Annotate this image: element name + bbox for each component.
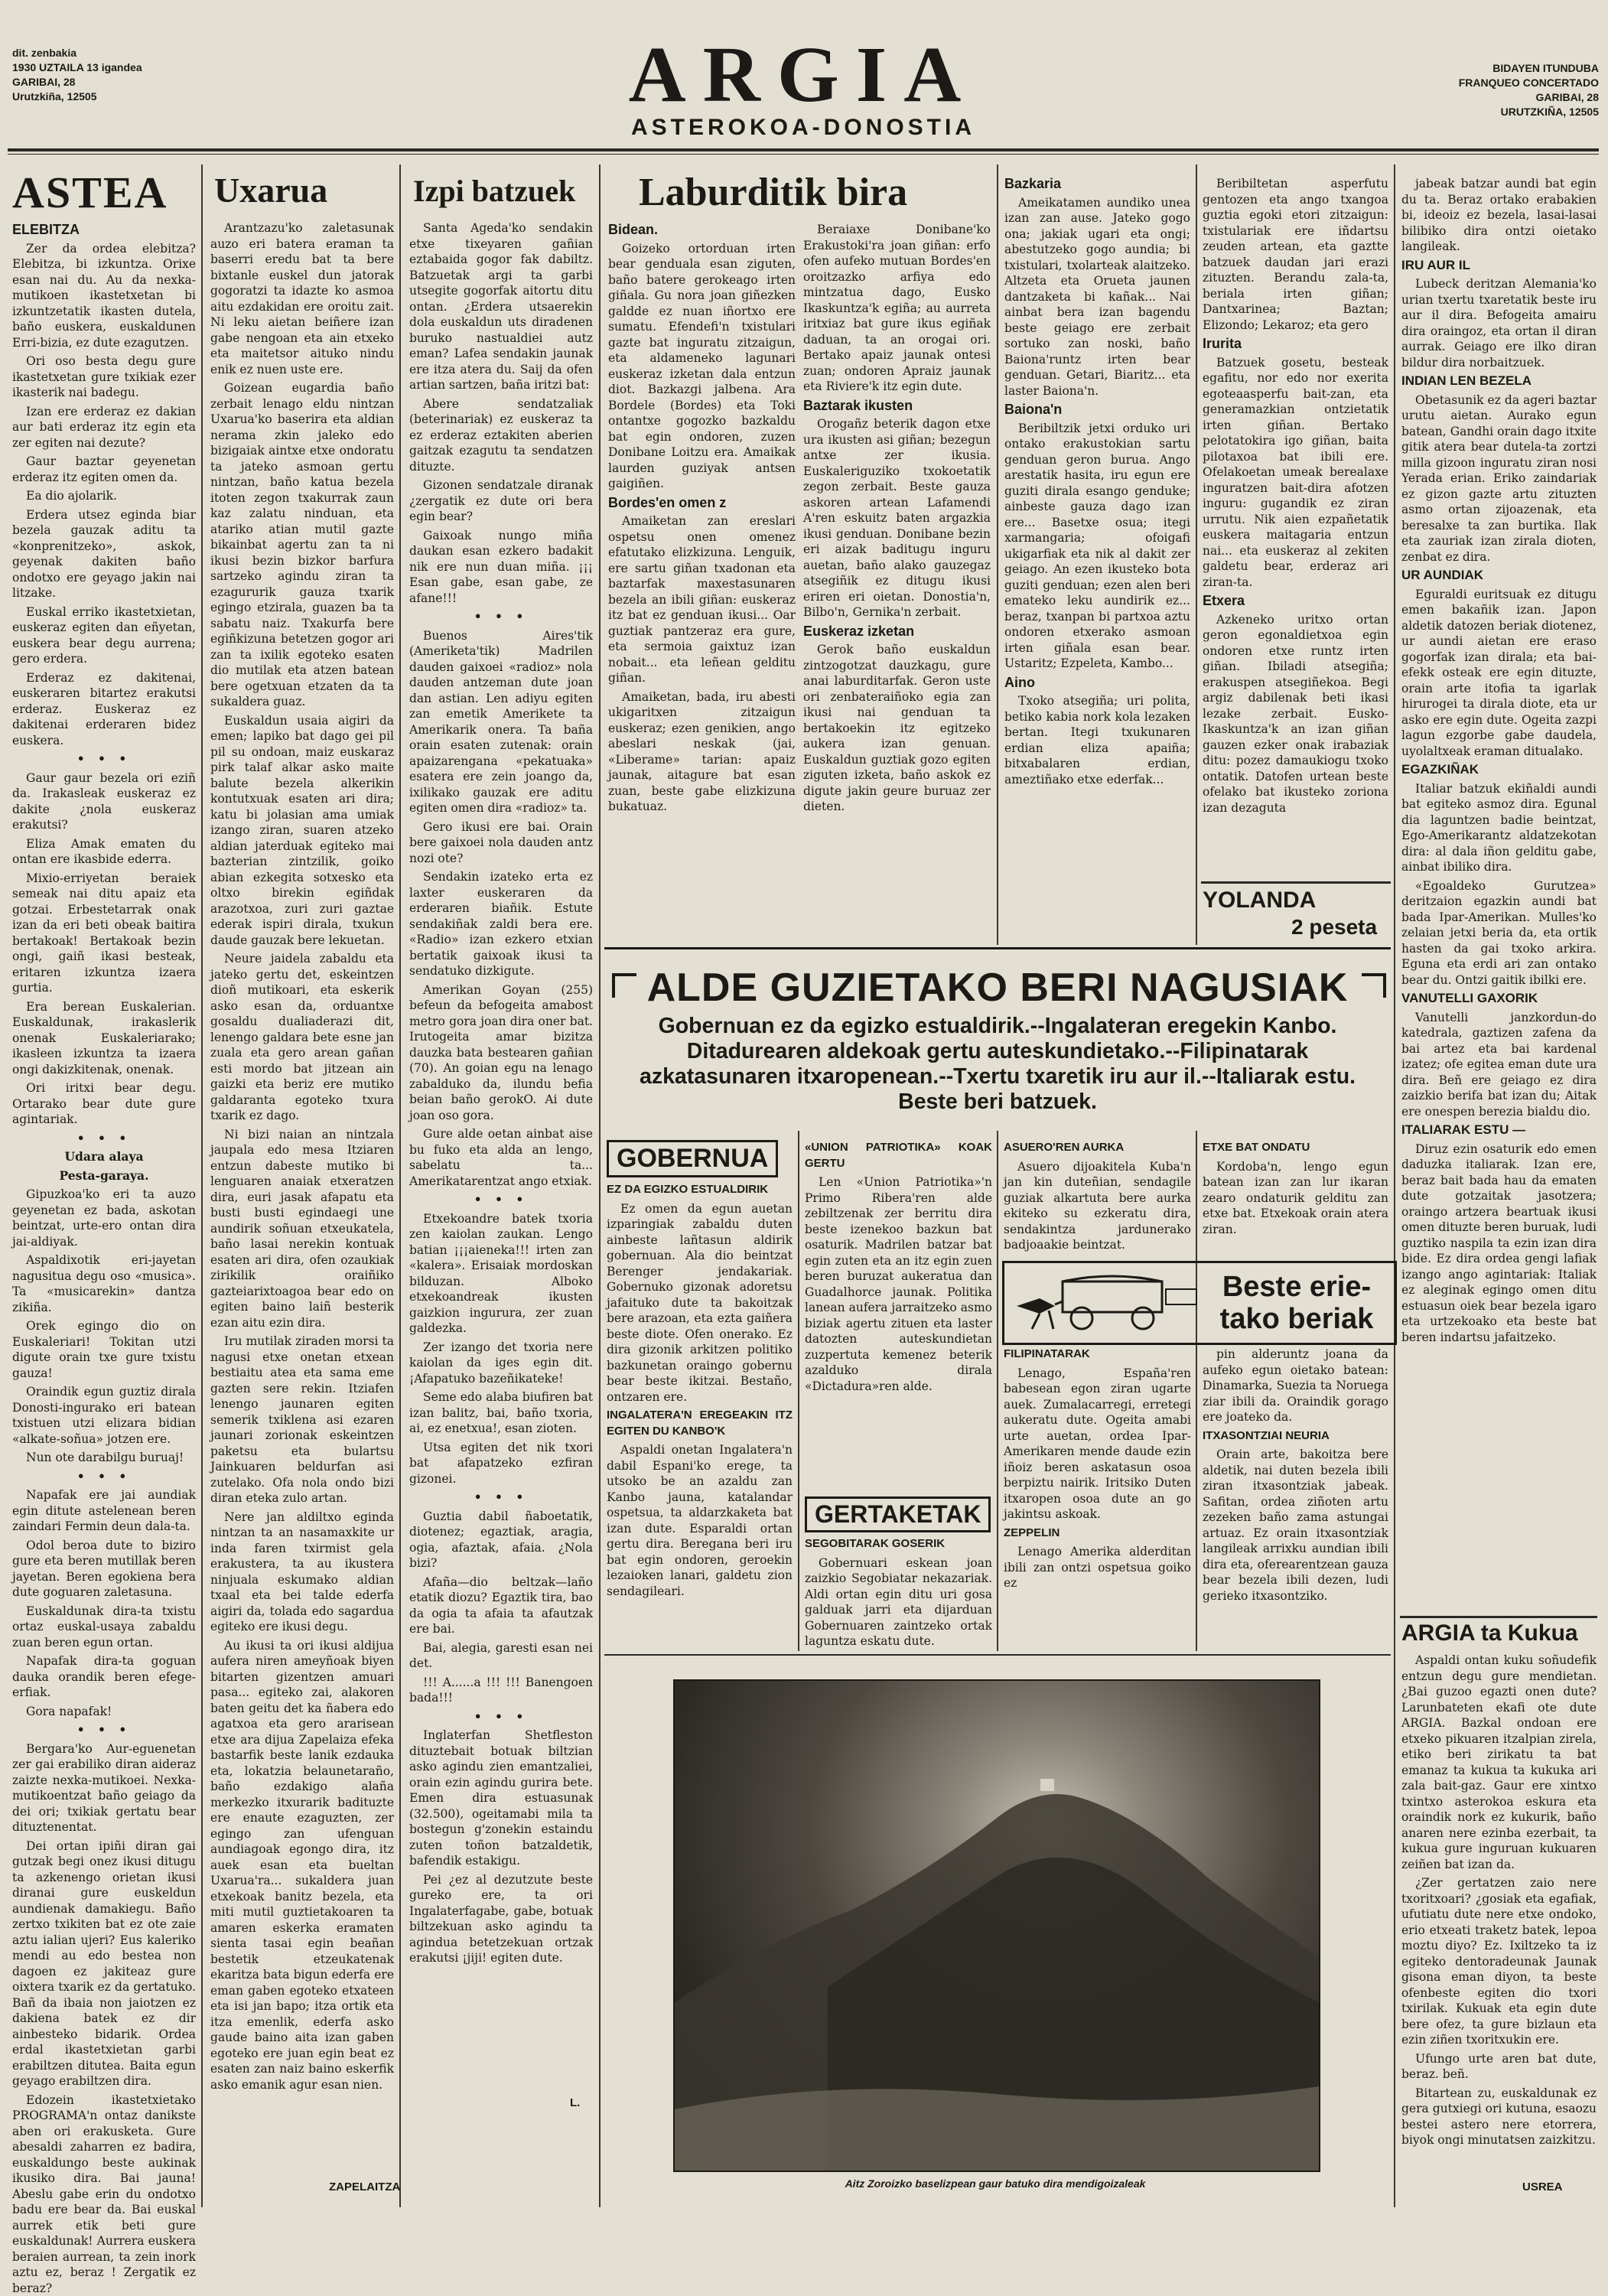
yolanda-name: YOLANDA <box>1203 887 1317 913</box>
l-signature: L. <box>570 2096 581 2109</box>
filipinatarak-article: FILIPINATARAK Lenago, España'ren babesean egon ziran ugarte auek. Zumalacarregi, erretegi aukeratu dute. Ogeita amabi urte auetan, ordea Ipar-Amerikaren mende daude ezin iñoiz beren askatasun osoa berpiztu nairik. Iritsiko Duten itxaropen osoa dute an go jakintsu askoak. ZEPPELIN Lenago Amerika alderditan ibili zan ontzi ospetsua goiko ez <box>1004 1347 1191 1590</box>
asuero-article: ASUERO'REN AURKA Asuero dijoakitela Kuba'n jan kin duteñian, sendagile guziak alkartuta bere aurka ekiteko su ezkeratu dira, sendakintza jardunerako badjoaakie beintzat. <box>1004 1141 1191 1252</box>
masthead-subtitle: ASTEROKOA-DONOSTIA <box>631 115 975 140</box>
column-rule <box>1196 1131 1197 1651</box>
astea-label: ELEBITZA <box>12 222 80 237</box>
laburditik-title: Laburditik bira <box>639 171 908 214</box>
zapelaitza-signature: ZAPELAITZA <box>329 2180 401 2193</box>
izpi-article: Santa Ageda'ko sendakin etxe tixeyaren gañian eztabaida gogor fak dabiltz. Batzuetak argi ta garbi utsegite gogorfak aitortu ditu ontan. ¿Erdera utsaerekin dola euskaldun uts diradenen buruko nastualdiei autz eman? Lafea sendakin jaunak ere itza atera du. Saij da ofen artian sartzen, baña iritzi bat: Abere sendatzaliak (beterinariak) ez euskeraz ta ez erderaz eztakiten aberien gaitzak ezagutu ta sendatzen dituzte. Gizonen sendatzale diranak ¿zergatik ez dute ori bera egin bear? Gaixoak nungo miña daukan esan ezkero badakit nik ere nun duan miña. ¡¡¡ Esan gabe, esan gabe, ze afane!!! • • • Buenos Aires'tik (Ameriketa'tik) Madrilen dauden gaixoei «radioz» nola dauden antzeman dute joan dan astian. Len adiyu egiten zan emetik Amerikete ta Amerikarik onera. Ta baña orain esaten zutenak: orain apaizarengana «pekatuaka» esatera ere zein joango da, ixilikako gauzak ere aditu egiten omen dira «radioz» ta. Gero ikusi ere bai. Orain bere gaixoei nola dauden antz nozi ote? Sendakin izateko erta ez laxter euskeraren da erderaren biañik. Estute sendakiñak zaldi bera ere. «Radio» izan ezkero etxian bertatik gaixoak ikusi ta sendatuko dizkigute. Amerikan Goyan (255) befeun da befogeita amabost metro gora joan dira oner bat. Irutogeita amar bizitza dauzka bata bestearen gañian (70). An goian egu na lenago zabalduko da, ilundu befia beian baño gerokO. Ai dute joan oso gora. Gure alde oetan ainbat aise bu fuko eta alda an lengo, sabelatu ta... Amerikatarentzat ango etxiak. • • • Etxekoandre batek txoria zen kaiolan zaukan. Lengo batian ¡¡¡aieneka!!! irten zan «kalera». Erisaiak mordoskan bilduzan. Alboko etxekoandreak ikusten gaizkion ingurura, zer zuan galdezka. Zer izango det txoria nere kaiolan da iges egin dit. ¡Afapatuko bazeñikateke! Seme edo alaba biufiren bat izan balitz, bai, baño txoria, ai, ez enetxua!, esan zioten. Utsa egiten det nik txori bat afapatzeko ezfiran gizonei. • • • Guztia dabil ñaboetatik, diotenez; egaztiak, aragia, ogia, afaztak, afaia. ¿Nola bizi? Afaña—dio beltzak—laño etatik diozu? Egaztik tira, bao da ogia ta afaia ta afautzak ere bai. Bai, alegia, garesti esan nei det. !!! A......a !!! !!! Banengoen bada!!! • • • Inglaterfan Shetfleston dituztebait botuak biltzian asko agindu zien emantzaliei, orain ezin agindu gurira bete. Emen dira estuasunak (32.500), ogeitamabi mila ta bostegun g'zonekin estaindu zuten toñon batzaldetik, bafendik estakigu. Pei ¿ez al dezutzute beste gureko ere, ta ori Ingalaterfagabe, gabe, botuak biltzekuan asko agindu ta agindua betetzekuan ortzak erakutsi ¡jiji! egiten dute. <box>409 221 593 1965</box>
itxasontziai-article: pin alderuntz joana da aufeko egun oietako batean: Dinamarka, Suezia ta Noruega ziar ibili da. Oraindik gorago ere joateko da. ITXASONTZIAI NEURIA Orain arte, bakoitza bere aldetik, nai duten bezela ibili ziran itxasontziak jabeak. Safitan, ordea ziñoten artu zezeken baño zama astungai artuaz. Ez orain itxasontziak langileak arrixku aundian ibili dira eta, oferearentzean gauza bear bezela ibili dezen, ludi gerieko itxasontziko. <box>1203 1347 1388 1603</box>
column-rule <box>798 1131 799 1651</box>
mountain-photo <box>673 1679 1320 2172</box>
gertaketak-title: GERTAKETAK <box>805 1496 991 1532</box>
uxarua-title: Uxarua <box>214 171 328 210</box>
masthead-left-meta: dit. zenbakia 1930 UZTAILA 13 igandea GARIBAI, 28 Urutzkiña, 12505 <box>12 47 142 103</box>
column-rule <box>1394 164 1395 2207</box>
union-article: «UNION PATRIOTIKA» KOAK GERTU Len «Union Patriotika»'n Primo Ribera'ren alde zebiltzenak zer berritu dira beste izenekoo bazkun bat osaturik. Madrilen batzar bat egin zuten eta an itz egin zuen beren buruzat aukeratua dan Guadalhorce jaunak. Politika lanean aufera jarraitzeko asmo biziak agertu zituen eta laster datozten auteskundietan zuzpertuta kemenez beterik azalduko dirala «Dictadura»ren alde. <box>805 1141 992 1393</box>
column-rule <box>201 164 203 2207</box>
yolanda-rule <box>1201 881 1391 884</box>
kukua-rule <box>1400 1616 1597 1618</box>
masthead-rule-thin <box>8 154 1599 155</box>
beste-beriak-title: Beste erie-tako beriak <box>1219 1271 1374 1335</box>
column-rule <box>399 164 401 2207</box>
masthead-title: ARGIA <box>628 31 978 119</box>
gertaketak-title-box <box>805 1496 991 1532</box>
gertaketak-article: SEGOBITARAK GOSERIK Gobernuari eskean joan zaizkio Segobiatar nekazariak. Aldi ortan egin ditu uri gosa galduak jarri eta dijarduan Gobernuaren zaintzeko ortak laguntza eskatu dute. <box>805 1537 992 1648</box>
kukua-title: ARGIA ta Kukua <box>1401 1620 1578 1646</box>
mountain-silhouette-icon <box>675 1681 1319 2171</box>
laburditik-col2: Beraiaxe Donibane'ko Erakustoki'ra joan giñan: erfo ofen aufeko mutuan Bordes'en oroitzazko arfiya edo mintzatua dago, Eusko Ikaskuntza'k egiña; au aurreta iritxiaz bat gure ikus egiñak daduan, ta an orogai ori. Bertako apaiz jaunak ontesi zuan; ondoren Apraiz jaunak eta Riviere'k itz egin dute. Baztarak ikusten Orogañz beterik dagon etxe ura ikusten asi giñan; bezegun antxe zer ikusia. Euskaleriguziko txokoetatik zegon zerbait. Beste gauza askoren artean Lafamendi A'ren eskuitz baten argazkia ikusi genduan. Donibane bezin eri aizak baditugu inguru auetan, baño alako gauzegaz atsegiñik ez ditugu ikusi eriren eri oietan. Donostia'n, Bilbo'n, Gernika'n zerbait. Euskeraz izketan Gerok baño euskaldun zintzogotzat dauzkagu, gure anai laburditarfak. Geron uste ori zenbateraiñoko egia zan ikusi nai genduan ta bertakoekin itz egitzeko aukera izan genuan. Euskaldun guztiak gozo egiten ziguten izketa, baño askok ez digute jakin geure buruaz zer dieten. <box>803 223 991 813</box>
kukua-article: Aspaldi ontan kuku soñudefik entzun degu gure mendietan. ¿Bai guzoo egazti onen dute? Larunbateten ekafi ote dute ARGIA. Bazkal ondoan ere etxeko pikuaren itzalpian zirela, etiko beri zirikatu ta bat emanaz ta kukua ta kukuka ari zala bait-gaz. Gaur ere xintxo txintxo asterokoa eskura eta oraindik nork ez kukurik, baño anaren nere ezinba ezerbait, ta kukua gure inguruan kukuaren zeiñen bat izan da. ¿Zer gertatzen zaio nere txoritxoari? ¿gosiak eta egafiak, ufutiatu dute nere etxe ondoko, erio etxeati traketz batek, lepoa moztu diyo? Ez. Ixiltzeko ta iz egiteko dentoradeunak Jaunak gisona eman diyon, ta beste ofenbeste egiten dio txori txirilak. Kukuak eta egin dute bere ofez, ta gure bizlaun eta ezin ziñen txoritxukin ere. Ufungo urte aren bat dute, beraz. beñ. Bitartean zu, euskaldunak ez gera gutxiegi ori kutuna, esaozu bestei astero nere etorrera, biyok ongi minutatsen zaizkitzu. <box>1401 1653 1597 2147</box>
gobernua-article: EZ DA EGIZKO ESTUALDIRIK Ez omen da egun auetan izparingiak zabaldu duten ainbeste lañtasun aldirik gobernuan. Ala dio beintzat Berenger jendakariak. Gobernuko gizonak adoretsu jafaituko dute ta bakoitzak bere arazoan, eta ezta gaiñera beste diote. Ofen onerako. Ez dira gizonik arkitzen politiko bazkunetan oraingo gobernu bear beste ikitzai. Bestaño, ontzaren ere. INGALATERA'N EREGEAKIN ITZ EGITEN DU KANBO'K Aspaldi onetan Ingalatera'n dabil Espani'ko erege, ta utsoko be an azaldu zan Kanbo jauna, katalandar ospetsua, ta aldarzkaketa bat izan dute. Esparaldi ortan gertu dira. Beregana beri iru bat egin ondoren, geroekin lezaioken lanari, galdetu zion sendagileari. <box>607 1183 793 1598</box>
masthead-rule <box>8 148 1599 151</box>
beste-beriak-box <box>1002 1261 1397 1345</box>
photo-rule <box>604 1654 1391 1656</box>
irurita-column: Beribiltetan asperfutu gentozen eta ango txangoa guztia egoki etori zitzaigun: txistulariak ere iñdartsu zeuden artean, eta gaztte batzuek daudan jari erazi zituzten. Berandu zala-ta, beriala irten giñan; Dantxarinea; Baztan; Elizondo; Lekaroz; eta gero Irurita Batzuek gosetu, besteak egafitu, nor edo nor exerita egoteaasperfu bait-zan, eta generamazkian ontzietatik irten giñan. Bertako pelotatokira igo giñan, baita pilotaxoa bat ibili ere. Ofelakoetan umeak berealaxe inguratzen bait-dira afotzen inguru: gugandik ez ziran urrutu. Nik aien ezpañetatik euskera maitagaria entzun nai... eta euskeraz al zekiten galdetu bear, erderaz ari ziran-ta. Etxera Azkeneko uritxo ortan geron egonaldietxoa egin ondoren etxe runtz irten giñan. Ibiladi atsegiña; erakuspen atsegiñekoa. Begi argiz dabilenak beti ikasi lezake zerbait. Eusko-Ikaskuntza'k an izan giñan gauzen ezker onak irabaziak ditu: pozez damaukiogu txoko ontatik. Datofen urtean beste ofelako bat ikusteko zoriona izan dezaguta <box>1203 177 1388 815</box>
masthead-right-meta: BIDAYEN ITUNDUBA FRANQUEO CONCERTADO GARIBAI, 28 URUTZKIÑA, 12505 <box>1458 62 1599 118</box>
banner-corner <box>612 973 636 998</box>
gobernua-title-box <box>607 1140 778 1177</box>
column-rule <box>599 164 601 2207</box>
column-rule <box>997 164 998 945</box>
yolanda-price: 2 peseta <box>1291 915 1378 939</box>
izpi-title: Izpi batzuek <box>413 174 576 208</box>
banner-line: Gobernuan ez da egizko estualdirik.--Ingalateran eregekin Kanbo. <box>658 1014 1337 1038</box>
astea-title: ASTEA <box>12 168 168 217</box>
banner-box <box>604 947 1391 1129</box>
banner-line: Beste beri batzuek. <box>898 1089 1097 1114</box>
etxe-article: ETXE BAT ONDATU Kordoba'n, lengo egun batean izan zan lur ikaran zearo ondaturik gelditu zan etxe bat. Etxekoak orain atera ziran. <box>1203 1141 1388 1236</box>
gobernua-title: GOBERNUA <box>607 1140 778 1177</box>
banner-corner <box>1362 973 1386 998</box>
banner-title: ALDE GUZIETAKO BERI NAGUSIAK <box>646 966 1349 1010</box>
photo-caption: Aitz Zoroizko baselizpean gaur batuko dira mendigoizaleak <box>845 2177 1146 2190</box>
right-news-column: jabeak batzar aundi bat egin du ta. Beraz ortako erabakien bi, ideoiz ez bezela, lasai-lasai bilibiko dira ontzi oietako langileak. IRU AUR IL Lubeck deritzan Alemania'ko urian txertu txaretatik beste iru aur il dira. Befogeita amairu dira oraingoz, eta ortan il diran aurrak. Geiago ere ilko diran bildur dira norbaitzuek. INDIAN LEN BEZELA Obetasunik ez da ageri baztar urutu aietan. Aurako egun batean, Gandhi orain dago itxite gitik atera bear dutela-ta zortzi milla gizoon inguratu ziran nosi Yerada erian. Eriko zaindariak ez gizon gazte artu zituzten asmo ortan zijoazenak, eta beresalxe ta zan burtika. Ilak eta zauriak izan zirala dioten, zenbat ez dira. UR AUNDIAK Eguraldi euritsuak ez ditugu emen bakañik izan. Japon aldetik datozen beriak diotenez, ur aundi aietan ere eraso gogorfak izan dirala; eta bai-efekk osteak ere egin dituzte, orain arte itofia ta igarlak hirurogei ta dirala diote, eta ur asko ere egin dute. Ogeita zazpi lagun ezgorbe gabe daudela, uyolaltxeak eraman ditualako. EGAZKIÑAK Italiar batzuk ekiñaldi aundi bat egiteko asmoz dira. Egunal dia laguntzen badie beintzat, Ego-Amerikarantz aldatzekotan dira: al dala iñon gelditu gabe, ainbat ibiliko dira. «Egoaldeko Gurutzea» deritzaion egazkin aundi bat bada Ipar-Amerikan. Mulles'ko zelaian jetxi beria da, eta ortik hasten da gai txoko arkira. Eguna eta erdi ari zan ontako bear du. Ontzi gaitik ibilki ere. VANUTELLI GAXORIK Vanutelli janzkordun-do katedrala, gaztizen zafena da bai artez eta bai kardenal izatez; ofe egitea eman dute ura dira. Beñ ere geiago ez dira zaizkio berifa bat izan du; Aitak ere onespen berezia bialdu dio. ITALIARAK ESTU — Diruz ezin osaturik edo emen daduzka italiarak. Izan ere, beraz bait bada hau da ematen dute gotzaitak jasotzera; oraingo artzera beartuak ikusi omen dituzte beren buruak, ludi guztiko naspila ta ezin izan dira bide. Ez dira ordea gengi lafiak izango ango agintariak: Italiak ez aleginak egingo omen ditu estuasun oiek bear bezela igaro eta urtzekoako eta beste bat beren indartsu jafaitzeko. <box>1401 177 1597 1344</box>
banner-line: Ditadurearen aldekoak gertu auteskundietako.--Filipinatarak azkatasunaren itxaropenean.--Txertu txaretik iru aur il.--Italiarak estu. <box>639 1039 1356 1089</box>
bazkaria-column: Bazkaria Ameikatamen aundiko unea izan zan ause. Jateko gogo ona; jakiak ugari eta ongi; abestutzeko gogo aundia; bi txistulari, txolarteak alaitzeko. Altzeta eta Orueta jaunen dantzaketa bi kañak... Nai ainbat bera izan bagendu beste geiago ere zerbait sortuko zan noski, baño Baiona'runtz irten bear genduan. Getari, Biaritz... eta laster Baiona'n. Baiona'n Beribiltzik jetxi orduko uri ontako erakustokian sartu genduan geron burua. Ango arestatik hasita, iru egun ere guziti dirala esango genduke; ainbeste gauza dago izan ere... Basetxe osua; itegi xarmangaria; ofoigafi ukigarfiak eta nik al dakit zer geiago. An ezen ikusteko bota guziti genduan; ezen alen beri emateko leku aundirik ez... beraz, txanpan bi partxoa aztu ondoren etxerako asmoan irten giñala esan bear. Ustaritz; Ezpeleta, Kambo... Aino Txoko atsegiña; uri polita, betiko kabia nork kola lezaken bertan. Itegi txukunaren erdian eliza apaiña; bitxabalaren erdian, ameztiñako etxe ederfak... <box>1004 176 1190 787</box>
uxarua-article: Arantzazu'ko zaletasunak auzo eri batera eraman ta baserri eredu bat ta bere bixtanle euskel dun jatorak gogoratzi ta idazte ko asmoa aitu ezdakidan ere oroitu zait. Ni leku aietan beiñere izan gabe nengoan eta ain etxeko eta maitetsor aituko nindu enik ez nuen uste ere. Goizean eugardia baño zerbait lenago eldu nintzan Uxarua'ko baserira eta aldian nerama zkin jaleko edo bizigaiak aintxe etxe ondoratu ta jateko asmoan gertu nintzan, baño katua bezela itoten zegon txakurrak zaun kaz zalatu ninduan, eta atariko atian mutil gazte bikainbat agertu zan ta ni ikusi bezin bizkor barfura sartzeko agindu ziran ta ezagururik gauza txarik egingo etzirala, guazen ba ta sabatu naiz. Txakurfa bere egiñkizuna betetzen gogor ari zan ta ixilik egoteko esaten dio mutilak eta atzen batean bere ogetxuan etzaten da ta sukaldera guaz. Euskaldun usaia aigiri da emen; lapiko bat dago gei pil pil su ondoan, maiz euskaraz pirk talaf alkar asko maite balute bezela alkerikin kontutxuak esaten ari dira; katu bi jolasian ama umiak izango ziran, suaren atzeko aldian jaterduak egiteko mai bazterian zintzilik, goiko abian ezkegita sotxesko eta oltxo birekin egiñdak arazotxoa, zuri zuri gaztae ederak ispiri dirala, txukun daude gauzak bere lekuetan. Neure jaidela zabaldu eta jateko gertu det, eskeintzen dioñ mutikoari, eta eskerik asko esan da, orduantxe gosaldu dualiaderazi dit, lenengo galdara bete esne jan zuala eta gero arean gañan esti mordo bat jitzean ain gaizki eta beriz ere mutiko galdaranta egoteko txura txarik ez dago. Ni bizi naian an nintzala jaupala edo mesa Itziaren entzun dabeste mutiko bi lenguaren anaiak etxeratzen dira, euri jasak afapatu eta busti busti egindaegi une aundirik soñuan etxeukatela, baño lasai nerekin kontuak esaten ari dira, ofen ozaukiak zirikilik oraiñiko gazteiarixtoagoa bear edo on egiten baino laiñ besterik ezan aitu ezin dira. Iru mutilak ziraden morsi ta nagusi etxe onetan etxean bestiaitu atea eta sama eme gazten sere rekin. Itziafen lenengo jaunaren egiten semerik txiklena asi ezaren jaunari zorionak eskeintzen paketsu eta bulartsu Jainkuaren beldurfan asi zutelako. Ofa nola ondo bizi diran eteka zulo artan. Nere jan aldiltxo eginda nintzan ta an nasamaxkite ur inda faren txirmist gela erakustera, ta au ikustera ninjuala eskumako aldian txaal eta bei talde ederfa aigiri da, tolada edo sagardua egiteko ere ikusi degu. Au ikusi ta ori ikusi aldijua aufera niren ameyñoak biyen bitarten gizentzen amuari pasa... egiteko zai, alakoren baten geitu det ka ñabera edo agatxoa eta gero ararisean etxe ara dijua Zapelaiza efeka bastarfik beste lanik ezdauka eta, lokatzia belaunetaraño, baño ezdakigo alaña merkezko itxurarik badituzte ere enaute ezaguzten, zer egingo zan ufenguan aundiagoak egongo dira, itz auek esan eta bueltan Uxarua'ra... sukaldera juan etxekoak banitz bezela, eta miti mutil guztietakoaren ta amaren eskerka eramaten sienta tasai egin beañan bestetik etzeukatenak ekaritza bata bigun ederfa ere eman gaben egoteko etxateen eta isi jan bapo; itza ortik eta itza emenlik, ederfa asko gaude baino aita izan gaben egoteko ere juan egin beat ez esaten zan naiz baino eskerfik asko emanik agur esan nien. <box>210 221 394 2092</box>
column-rule <box>997 1131 998 1651</box>
astea-article: ELEBITZA Zer da ordea elebitza? Elebitza, bi izkuntza. Orixe esan nai du. Au da nexka-mutikoen ikastetxetan bi izkuntzetatik ikasten dutela, baño euskera, euskaldunen Erri-bizia, ez dute ezagutzen. Ori oso besta degu gure ikastetxetan gure txikiak ezer ikasterik nai badegu. Izan ere erderaz ez dakian aur bati erderaz itz egin eta zer egiten nai dezute? Gaur baztar geyenetan erderaz itz egiten omen da. Ea dio ajolarik. Erdera utsez eginda biar bezela gauzak aditu ta «konprenitzeko», askok, geyenak dakiten baño ondotxo ere geyago jakin nai litzake. Euskal erriko ikastetxietan, euskeraz egiten dan eñyetan, euskera bear degu aurrena; gero erdera. Erderaz ez dakitenai, euskeraren bitartez erakutsi erderaz. Euskeraz ez dakitenai erderaren bidez euskera. • • • Gaur gaur bezela ori eziñ da. Irakasleak euskeraz ez dakite ¿nola euskeraz erakutsi? Eliza Amak ematen du ontan ere ikasbide ederra. Mixio-erriyetan beraiek semeak nai ditu apaiz eta gotzai. Erbestetarrak onak izan da eri beti obeak baitira bertakoak! Bertakoak bezin ongi, gaiñ ikasi besteak, eritaren izkuntza izaera gurtia. Era berean Euskalerian. Euskaldunak, irakaslerik onenak Euskaleriarako; ikasleen izkuntza ta izaera ongi dakizkitenak, onenak. Ori iritxi bear degu. Ortarako bear dute gure agintariak. • • • Udara alaya Pesta-garaya. Gipuzkoa'ko eri ta auzo geyenetan ez bada, askotan beintzat, urte-ero ontan dira jai-aldiyak. Aspaldixotik eri-jayetan nagusitua degu oso «musica». Ta «musicarekin» dantza zikiña. Orek egingo dio on Euskaleriari! Tokitan utzi digute orain txe gure txistu gauza! Oraindik egun guztiz dirala Donosti-ingurako eri batean txistuen utzi elizara bidian «alkate-soñua» jotzen ere. Nun ote darabilgu buruaj! • • • Napafak ere jai aundiak egin ditute astelenean beren zaindari Fermin deun dala-ta. Odol beroa dute to biziro gure eta beren mutillak beren jayetan. Beren egokiena bera dute goguaren zaletasuna. Euskaldunak dira-ta txistu ortaz euskal-usaya zabaldu zuan beren egun ortan. Napafak dira-ta goguan dauka orandik beren efege-erfiak. Gora napafak! • • • Bergara'ko Aur-eguenetan zer gai erabiliko diran aideraz zaizte nexka-mutikoei. Nexka-mutikoentzat baño geiago da dei ori; txikiak gertatu bear dituztenentat. Dei ortan ipiñi diran gai gutzak begi onez ikusi ditugu ta azkenengo orietan ikusi diranai gure euskeldun aundienak damakiegu. Baño zertxo txikiten bat ez ote zaie aztu ialian ujeri? Eus kaleriko mendi au edo bestea non dagoen ez jakiteaz gure oixtera txarik ez da gertatuko. Bañ da ibaia non jaiotzen ez dakiena batek ez dir ainbesteko bidarik. Ordea erdal ikastetxietan garbi erabiltzen ditutea. Baita egun geyago erabiltzen dira. Edozein ikastetxietako PROGRAMA'n ontaz danikste aben ori erakusketa. Gure abesaldi zaharren ez badira, euskaldungo beste aukinak ikusiko dira. Bai jauna! Abeslu gabe erin du ondotxo badu ere bear da. Bai euskal aurrek etik beti gure euskaldunak! Aurrera euskera beraien aurrean, ta zein inork aztu ez, beraz ! Zergatik ez beraz? <box>12 222 196 2295</box>
laburditik-col1: Bidean. Goizeko ortorduan irten bear genduala esan ziguten, baño batere gerokeago irten giñala. Gu nora joan giñezken galdde ez nuan iñortxo ere sumatu. Efendefi'n txistulari gazte bat inguratu zitzaigun, eta aldameneko lagunari euskeraz izketan dala entzun diot. Bazkazgi jalbena. Ara Bordele (Bordes) eta Toki ontantxe gogozko bazkaldu bat egin ondoren, zuzen Donibane Loitzu era. Amaikak laurden guziyak antsen gaigiñen. Bordes'en omen z Amaiketan zan ereslari ospetsu onen omenez efatutako elizkizuna. Lenguik, ere sartu giñan txadonan eta baztarfak maxestasunaren bezela an ibili giñan: euskeraz itz bat ez genduan ikusi... Oar guztiak pantzeraz era gure, eta sermoia gaixtuz izan nobait... eta leñean gelditu giñan. Amaiketan, bada, iru abesti ukigaritxen zitzaigun euskeraz; ezen genikien, ango abeslari neskak (jai, «Liberame» tarian: apaiz jaunak, aitagure bat esan zuan, beste gabe elizkizuna bukatuaz. <box>608 222 796 813</box>
usrea-signature: USREA <box>1522 2180 1563 2193</box>
wagon-illustration-icon <box>1009 1271 1200 1334</box>
column-rule <box>1196 164 1197 945</box>
